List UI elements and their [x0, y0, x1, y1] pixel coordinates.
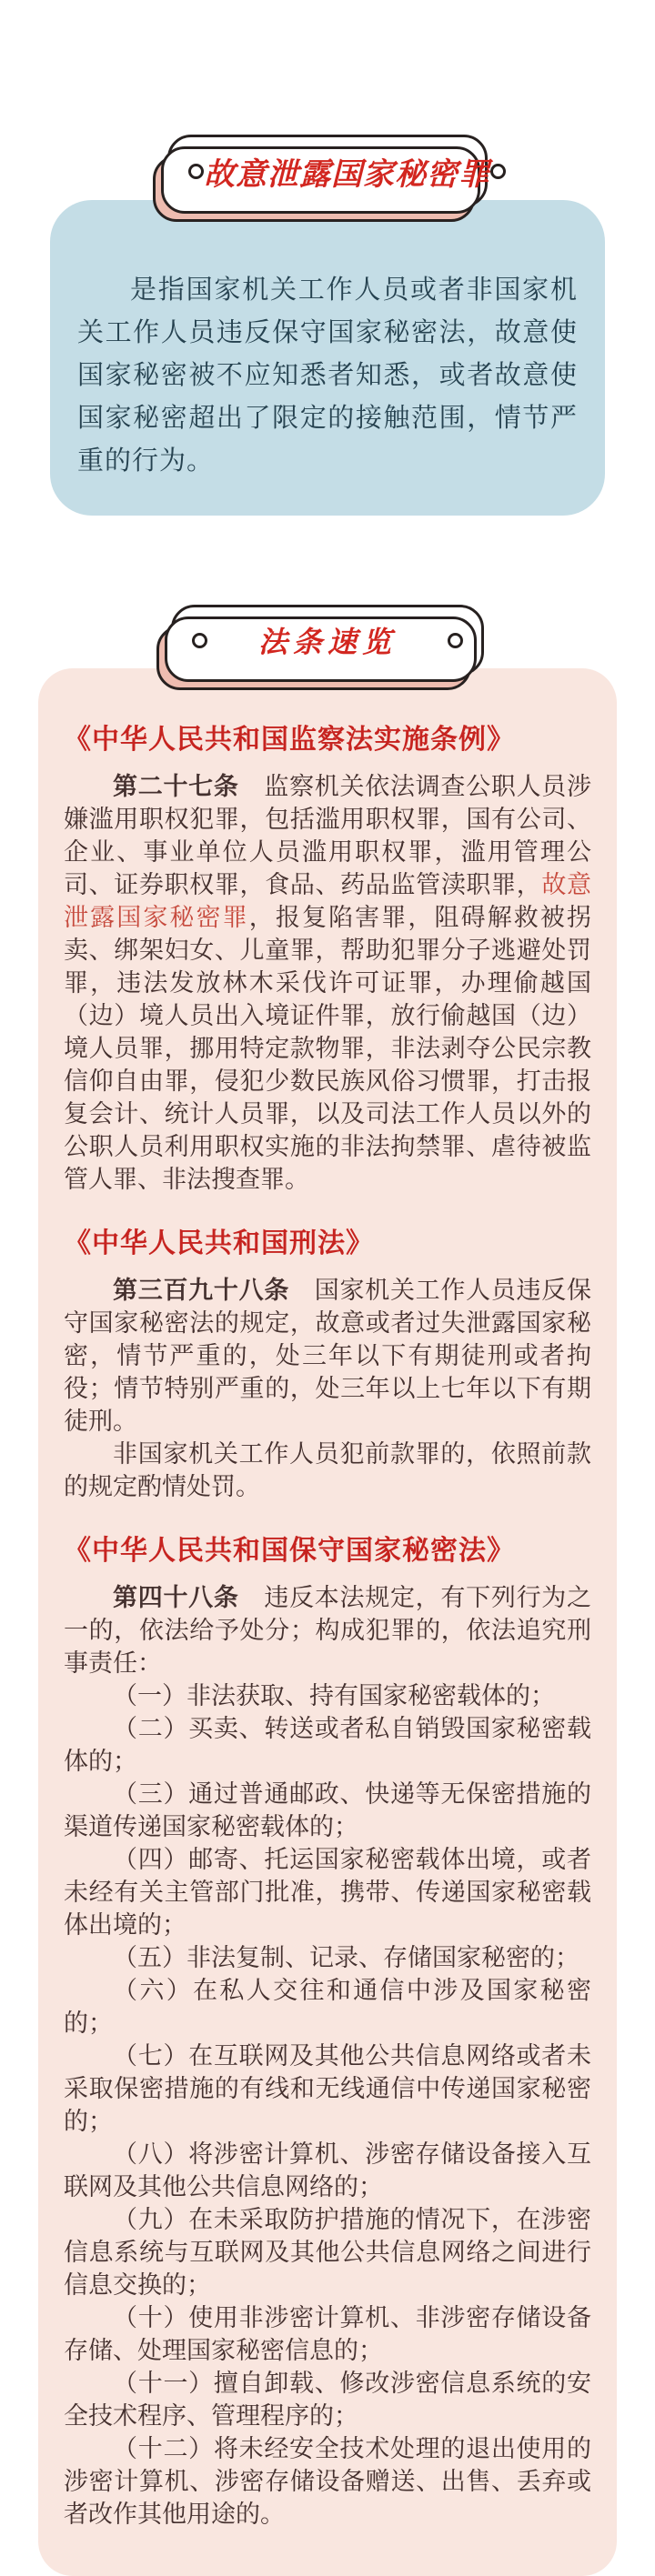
- statute3-item-12: （十二）将未经安全技术处理的退出使用的涉密计算机、涉密存储设备赠送、出售、丢弃或者改作其他用途的。: [64, 2435, 591, 2528]
- statute3-item-5: （五）非法复制、记录、存储国家秘密的；: [113, 1944, 579, 1971]
- statute1-article-number: 第二十七条: [113, 773, 239, 800]
- statute2-paragraph1: 国家机关工作人员违反保守国家秘密法的规定，故意或者过失泄露国家秘密，情节严重的，处三年以下有期徒刑或者拘役；情节特别严重的，处三年以上七年以下有期徒刑。: [64, 1277, 592, 1435]
- definition-text: 是指国家机关工作人员或者非国家机关工作人员违反保守国家秘密法，故意使国家秘密被不应知悉者知悉，或者故意使国家秘密超出了限定的接触范围，情节严重的行为。: [77, 276, 578, 476]
- statute2-article-number: 第三百九十八条: [113, 1277, 290, 1304]
- statute2-article: [64, 1274, 591, 1438]
- statute3-item-2: （二）买卖、转送或者私自销毁国家秘密载体的；: [64, 1715, 591, 1775]
- statute1-heading: 《中华人民共和国监察法实施条例》: [64, 725, 515, 755]
- statute3-item-1: （一）非法获取、持有国家秘密载体的；: [113, 1682, 555, 1709]
- definition-box: [50, 200, 605, 516]
- statute1-highlighted-crime: 故意泄露国家秘密罪: [64, 871, 592, 931]
- statute3-article-number: 第四十八条: [113, 1584, 239, 1611]
- statute3-item-3: （三）通过普通邮政、快递等无保密措施的渠道传递国家秘密载体的；: [64, 1780, 591, 1840]
- statute3-item-10: （十）使用非涉密计算机、非涉密存储设备存储、处理国家秘密信息的；: [64, 2304, 591, 2364]
- law-provisions-box: [38, 668, 617, 2576]
- statute3-item-7: （七）在互联网及其他公共信息网络或者未采取保密措施的有线和无线通信中传递国家秘密的；: [64, 2042, 591, 2135]
- statute3-heading: 《中华人民共和国保守国家秘密法》: [64, 1536, 515, 1566]
- title-banner: [167, 135, 488, 207]
- right-ring-icon: [490, 164, 506, 179]
- statute3-article: [64, 1581, 591, 1679]
- statute3-intro: 违反本法规定，有下列行为之一的，依法给予处分；构成犯罪的，依法追究刑事责任：: [64, 1584, 592, 1677]
- statute2-heading: 《中华人民共和国刑法》: [64, 1228, 374, 1258]
- statute1-body-before: 监察机关依法调查公职人员涉嫌滥用职权犯罪，包括滥用职权罪，国有公司、企业、事业单位人员滥用职权罪，滥用管理公司、证券职权罪，食品、药品监管渎职罪，: [64, 773, 592, 898]
- statute3-item-6: （六）在私人交往和通信中涉及国家秘密的；: [64, 1977, 591, 2037]
- left-ring-icon: [192, 633, 207, 648]
- right-ring-icon: [448, 633, 463, 648]
- poster-title: 故意泄露国家秘密罪: [204, 156, 490, 192]
- statute3-item-8: （八）将涉密计算机、涉密存储设备接入互联网及其他公共信息网络的；: [64, 2140, 591, 2200]
- left-ring-icon: [188, 164, 204, 179]
- statute1-body-after: ，报复陷害罪，阻碍解救被拐卖、绑架妇女、儿童罪，帮助犯罪分子逃避处罚罪，违法发放林木采伐许可证罪，办理偷越国（边）境人员出入境证件罪，放行偷越国（边）境人员罪，挪用特定款物罪，非法剥夺公民宗教信仰自由罪，侵犯少数民族风俗习惯罪，打击报复会计、统计人员罪，以及司法工作人员以外的公职人员利用职权实施的非法拘禁罪、虐待被监管人罪、非法搜查罪。: [64, 904, 592, 1193]
- statute3-item-4: （四）邮寄、托运国家秘密载体出境，或者未经有关主管部门批准，携带、传递国家秘密载体出境的；: [64, 1846, 591, 1939]
- statute1-article: [64, 770, 591, 1196]
- law-quickview-banner: [171, 605, 484, 676]
- statute3-item-11: （十一）擅自卸载、修改涉密信息系统的安全技术程序、管理程序的；: [64, 2370, 591, 2430]
- poster-page: [0, 135, 655, 2528]
- statute3-item-9: （九）在未采取防护措施的情况下，在涉密信息系统与互联网及其他公共信息网络之间进行信息交换的；: [64, 2206, 591, 2299]
- statute2-paragraph2: 非国家机关工作人员犯前款罪的，依照前款的规定酌情处罚。: [64, 1440, 591, 1500]
- law-quickview-title: 法条速览: [257, 626, 397, 658]
